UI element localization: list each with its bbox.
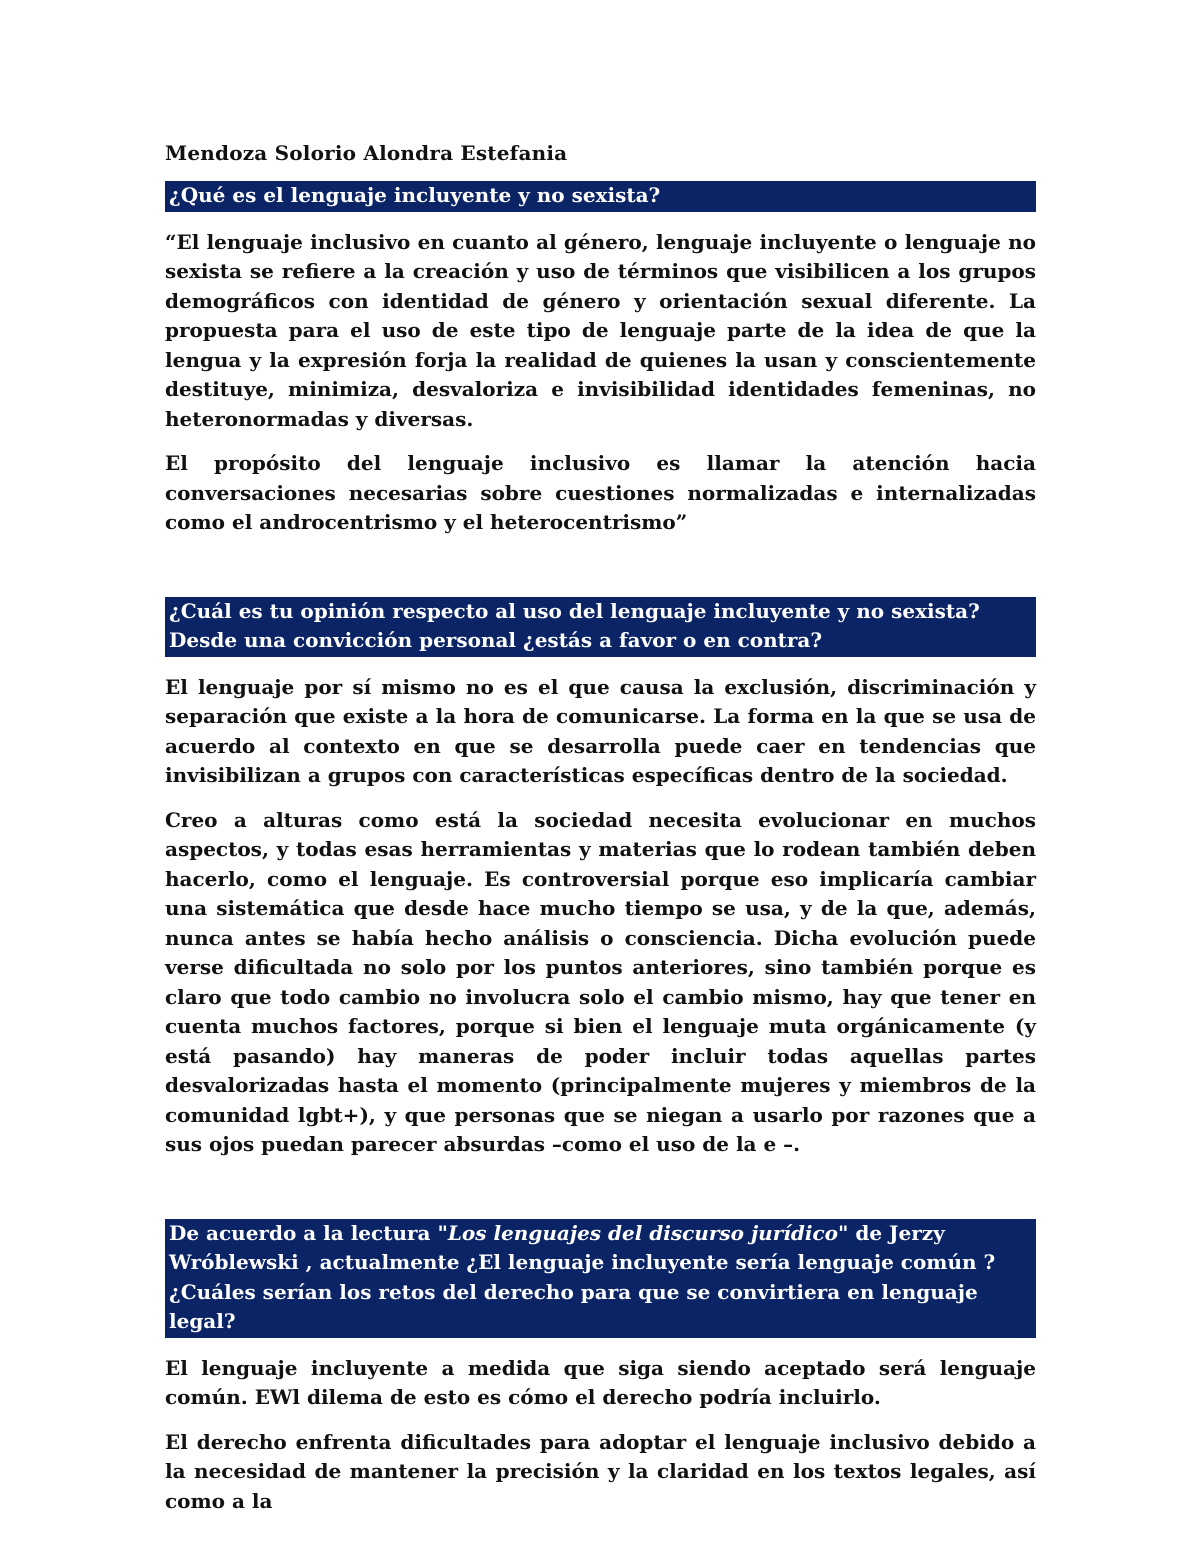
- section-1-paragraph-1: “El lenguaje inclusivo en cuanto al género, lenguaje incluyente o lenguaje no sexista se refiere a la creación y uso de términos que visibilicen a los grupos demográficos con identidad de género y orientación sexual diferente. La propuesta para el uso de este tipo de lenguaje parte de la idea de que la lengua y la expresión forja la realidad de quienes la usan y conscientemente destituye, minimiza, desvaloriza e invisibilidad identidades femeninas, no heteronormadas y diversas.: [165, 229, 1036, 431]
- section-spacer: [165, 553, 1036, 597]
- section-spacer: [165, 1175, 1036, 1219]
- section-3-paragraph-2: El derecho enfrenta dificultades para adoptar el lenguaje inclusivo debido a la necesidad de mantener la precisión y la claridad en los textos legales, así como a la: [165, 1429, 1036, 1513]
- heading-3-after: " de Jerzy Wróblewski , actualmente ¿El lenguaje incluyente sería lenguaje común ? ¿Cuáles serían los retos del derecho para que se convirtiera en lenguaje legal?: [169, 1220, 996, 1333]
- heading-3-before: De acuerdo a la lectura ": [169, 1220, 448, 1245]
- author-name: Mendoza Solorio Alondra Estefania: [165, 141, 568, 165]
- section-2-paragraph-2: Creo a alturas como está la sociedad necesita evolucionar en muchos aspectos, y todas esas herramientas y materias que lo rodean también deben hacerlo, como el lenguaje. Es controversial porque eso implicaría cambiar una sistemática que desde hace mucho tiempo se usa, y de la que, además, nunca antes se había hecho análisis o consciencia. Dicha evolución puede verse dificultada no solo por los puntos anteriores, sino también porque es claro que todo cambio no involucra solo el cambio mismo, hay que tener en cuenta muchos factores, porque si bien el lenguaje muta orgánicamente (y está pasando) hay maneras de poder incluir todas aquellas partes desvalorizadas hasta el momento (principalmente mujeres y miembros de la comunidad lgbt+), y que personas que se niegan a usarlo por razones que a sus ojos puedan parecer absurdas –como el uso de la e –.: [165, 807, 1036, 1156]
- reading-title: Los lenguajes del discurso jurídico: [447, 1220, 838, 1245]
- section-1-paragraph-2: El propósito del lenguaje inclusivo es llamar la atención hacia conversaciones necesarias sobre cuestiones normalizadas e internalizadas como el androcentrismo y el heterocentrismo”: [165, 451, 1036, 534]
- document-content: [165, 138, 1036, 1531]
- section-3-paragraph-1: El lenguaje incluyente a medida que siga siendo aceptado será lenguaje común. EWl dilema de esto es cómo el derecho podría incluirlo.: [165, 1355, 1036, 1409]
- section-heading-3: [165, 1219, 1036, 1338]
- section-heading-1: ¿Qué es el lenguaje incluyente y no sexista?: [165, 181, 1036, 212]
- section-2-paragraph-1: El lenguaje por sí mismo no es el que causa la exclusión, discriminación y separación que existe a la hora de comunicarse. La forma en la que se usa de acuerdo al contexto en que se desarrolla puede caer en tendencias que invisibilizan a grupos con características específicas dentro de la sociedad.: [165, 674, 1036, 787]
- section-heading-2: ¿Cuál es tu opinión respecto al uso del lenguaje incluyente y no sexista? Desde una convicción personal ¿estás a favor o en contra?: [165, 597, 1036, 657]
